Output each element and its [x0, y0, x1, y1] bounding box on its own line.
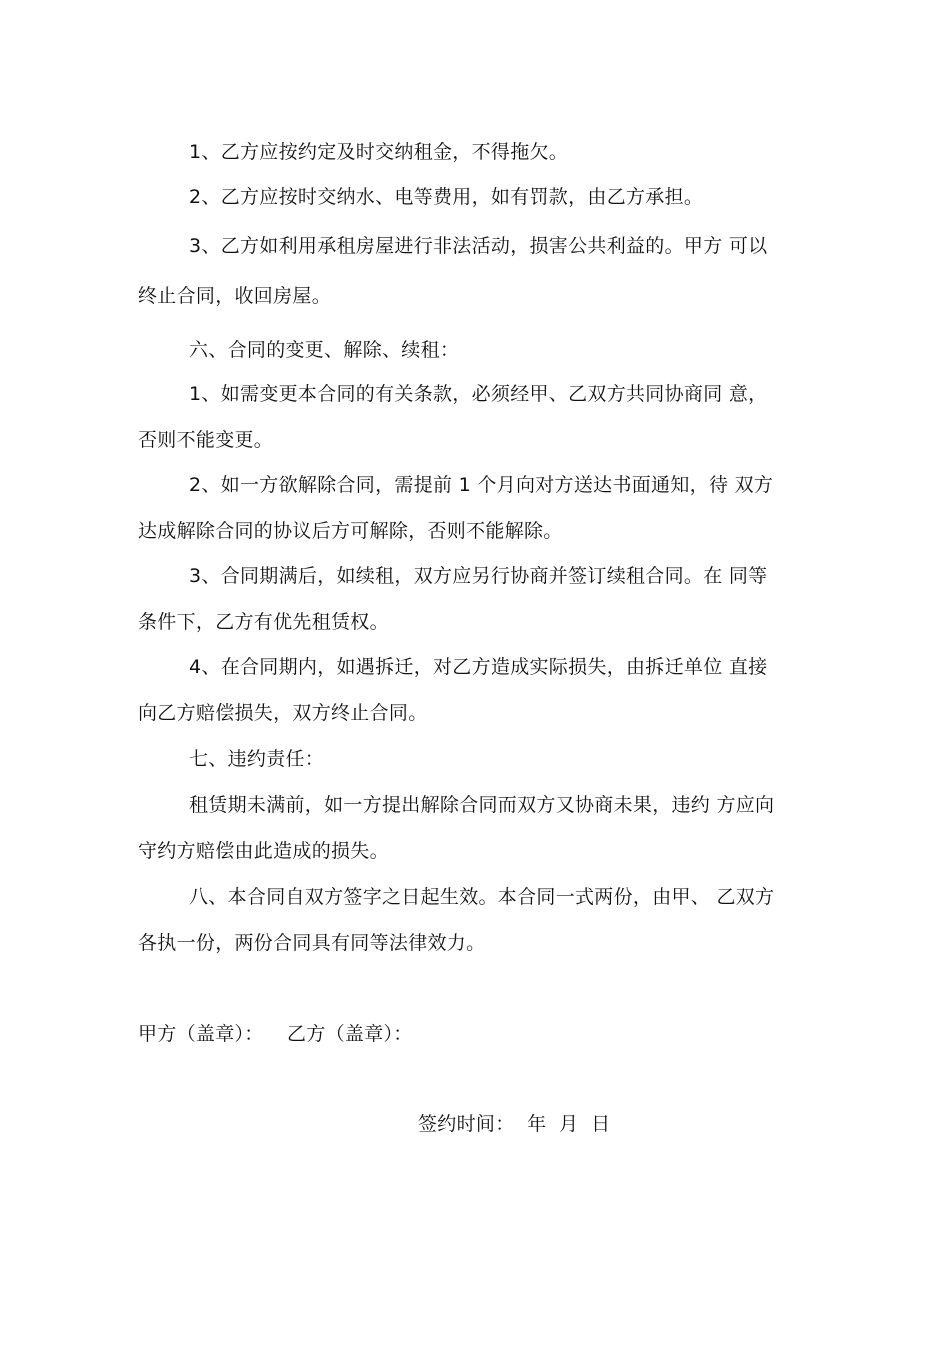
- section-7-body-continued: 守约方赔偿由此造成的损失。: [138, 840, 389, 862]
- section-6-clause-1-continued: 否则不能变更。: [138, 429, 274, 451]
- section-8-body: 八、本合同自双方签字之日起生效。本合同一式两份，由甲、 乙双方: [189, 886, 775, 908]
- party-a-seal-label: 甲方（盖章）：: [138, 1023, 264, 1045]
- section-6-clause-3: 3、合同期满后，如续租，双方应另行协商并签订续租合同。在 同等: [189, 565, 768, 587]
- section-6-clause-2-continued: 达成解除合同的协议后方可解除，否则不能解除。: [138, 520, 563, 542]
- clause-1: 1、乙方应按约定及时交纳租金，不得拖欠。: [189, 141, 569, 163]
- clause-2: 2、乙方应按时交纳水、电等费用，如有罚款，由乙方承担。: [189, 186, 704, 208]
- signing-date: 签约时间： 年 月 日: [418, 1113, 611, 1135]
- section-8-body-continued: 各执一份，两份合同具有同等法律效力。: [138, 932, 486, 954]
- section-7-heading: 七、违约责任：: [189, 748, 325, 770]
- section-6-clause-3-continued: 条件下，乙方有优先租赁权。: [138, 611, 389, 633]
- section-6-heading: 六、合同的变更、解除、续租：: [189, 339, 460, 361]
- clause-3: 3、乙方如利用承租房屋进行非法活动，损害公共利益的。甲方 可以: [189, 235, 768, 257]
- section-6-clause-4: 4、在合同期内，如遇拆迁，对乙方造成实际损失，由拆迁单位 直接: [189, 656, 768, 678]
- section-6-clause-1: 1、如需变更本合同的有关条款，必须经甲、乙双方共同协商同 意，: [189, 383, 768, 405]
- section-7-body: 租赁期未满前，如一方提出解除合同而双方又协商未果，违约 方应向: [189, 794, 775, 816]
- clause-3-continued: 终止合同，收回房屋。: [138, 285, 332, 307]
- section-6-clause-4-continued: 向乙方赔偿损失，双方终止合同。: [138, 702, 428, 724]
- party-b-seal-label: 乙方（盖章）：: [287, 1023, 413, 1045]
- section-6-clause-2: 2、如一方欲解除合同，需提前 1 个月向对方送达书面通知，待 双方: [189, 474, 774, 496]
